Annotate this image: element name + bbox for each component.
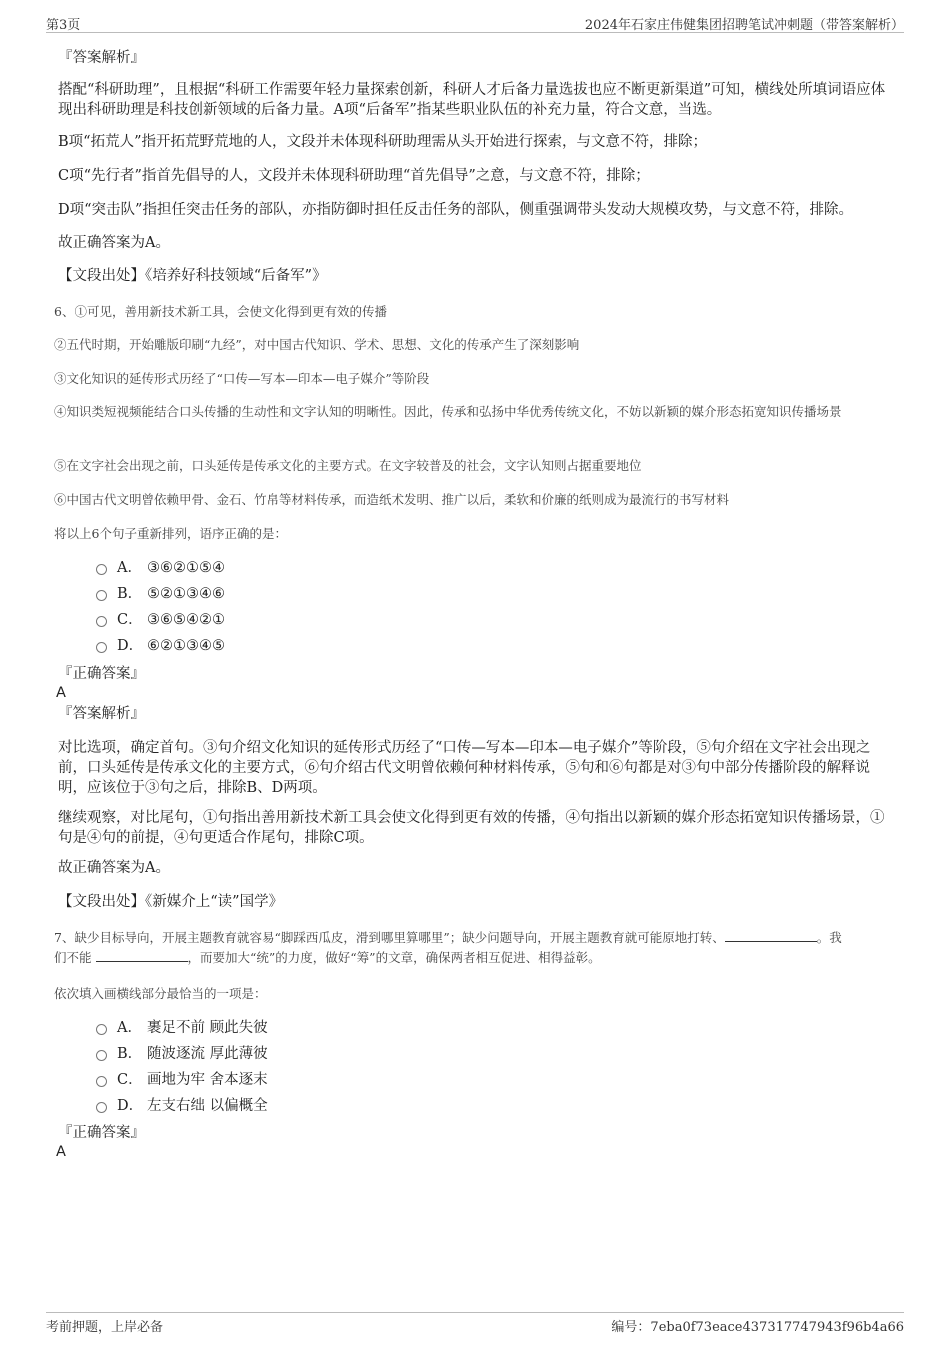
q6-sentence-5: ⑤在文字社会出现之前，口头延传是传承文化的主要方式。在文字较普及的社会，文字认知则占据重要地位 xyxy=(54,458,642,473)
radio-button-icon[interactable] xyxy=(96,616,107,627)
q6-analysis-p1: 对比选项，确定首句。③句介绍文化知识的延传形式历经了“口传—写本—印本—电子媒介”等阶段，⑤句介绍在文字社会出现之前，口头延传是传承文化的主要方式，⑥句介绍古代文明曾依赖何种材料传承，⑤句和⑥句都是对③句中部分传播阶段的解释说明，应该位于③句之后，排除B、D两项。 xyxy=(58,740,871,796)
q6-sentence-6: ⑥中国古代文明曾依赖甲骨、金石、竹帛等材料传承，而造纸术发明、推广以后，柔软和价廉的纸则成为最流行的书写材料 xyxy=(54,492,730,507)
q7-answer: A xyxy=(56,1144,66,1160)
radio-button-icon[interactable] xyxy=(96,564,107,575)
radio-button-icon[interactable] xyxy=(96,590,107,601)
document-title: 2024年石家庄伟健集团招聘笔试冲刺题（带答案解析） xyxy=(584,18,904,33)
q5-analysis-p1: 搭配“科研助理”，且根据“科研工作需要年轻力量探索创新，科研人才后备力量选拔也应不断更新渠道”可知，横线处所填词语应体现出科研助理是科技创新领域的后备力量。A项“后备军”指某些职业队伍的补充力量，符合文意，当选。 xyxy=(58,82,886,118)
radio-button-icon[interactable] xyxy=(96,1024,107,1035)
q6-answer-label: 『正确答案』 xyxy=(58,666,145,682)
radio-button-icon[interactable] xyxy=(96,1050,107,1061)
q6-option-c[interactable]: C． ③⑥⑤④②① xyxy=(96,609,225,631)
q5-analysis-label: 『答案解析』 xyxy=(58,50,145,66)
q6-analysis-label: 『答案解析』 xyxy=(58,706,145,722)
q6-answer: A xyxy=(56,685,66,701)
footer-slogan: 考前押题，上岸必备 xyxy=(46,1320,164,1335)
page-number: 第3页 xyxy=(46,18,81,33)
q5-analysis-p2: B项“拓荒人”指开拓荒野荒地的人，文段并未体现科研助理需从头开始进行探索，与文意不符，排除； xyxy=(58,134,707,150)
q7-answer-label: 『正确答案』 xyxy=(58,1125,145,1141)
q6-analysis-p2: 继续观察，对比尾句，①句指出善用新技术新工具会使文化得到更有效的传播，④句指出以新颖的媒介形态拓宽知识传播场景，①句是④句的前提，④句更适合作尾句，排除C项。 xyxy=(58,810,885,846)
q7-option-b[interactable]: B． 随波逐流 厚此薄彼 xyxy=(96,1043,268,1065)
q6-sentence-3: ③文化知识的延传形式历经了“口传—写本—印本—电子媒介”等阶段 xyxy=(54,371,430,386)
q7-question: 依次填入画横线部分最恰当的一项是： xyxy=(54,986,267,1001)
q6-source: 【文段出处】《新媒介上“读”国学》 xyxy=(58,894,284,910)
radio-button-icon[interactable] xyxy=(96,1102,107,1113)
q5-conclusion: 故正确答案为A。 xyxy=(58,235,170,251)
q5-analysis-p3: C项“先行者”指首先倡导的人，文段并未体现科研助理“首先倡导”之意，与文意不符，排除； xyxy=(58,168,650,184)
q5-source: 【文段出处】《培养好科技领域“后备军”》 xyxy=(58,268,327,284)
radio-button-icon[interactable] xyxy=(96,1076,107,1087)
q7-option-c[interactable]: C． 画地为牢 舍本逐末 xyxy=(96,1069,268,1091)
page-footer xyxy=(46,1312,904,1335)
q6-option-a[interactable]: A． ③⑥②①⑤④ xyxy=(96,557,225,579)
q6-option-b[interactable]: B． ⑤②①③④⑥ xyxy=(96,583,225,605)
q6-question: 将以上6个句子重新排列，语序正确的是： xyxy=(54,526,287,541)
q7-option-a[interactable]: A． 裹足不前 顾此失彼 xyxy=(96,1017,268,1039)
q6-conclusion: 故正确答案为A。 xyxy=(58,860,170,876)
fill-blank-1 xyxy=(725,929,817,942)
fill-blank-2 xyxy=(96,949,188,962)
q7-stem: 7、缺少目标导向，开展主题教育就容易“脚踩西瓜皮，滑到哪里算哪里”；缺少问题导向，开展主题教育就可能原地打转、 。我 们不能 ，而要加大“统”的力度，做好“筹”的文章，确保两者相互促进、相得益彰。 xyxy=(54,930,842,965)
q6-sentence-1: 6、①可见，善用新技术新工具，会使文化得到更有效的传播 xyxy=(54,304,387,319)
q6-sentence-2: ②五代时期，开始雕版印刷“九经”，对中国古代知识、学术、思想、文化的传承产生了深刻影响 xyxy=(54,337,580,352)
footer-serial: 编号：7eba0f73eace437317747943f96b4a66 xyxy=(611,1320,904,1335)
radio-button-icon[interactable] xyxy=(96,642,107,653)
q6-sentence-4: ④知识类短视频能结合口头传播的生动性和文字认知的明晰性。因此，传承和弘扬中华优秀传统文化，不妨以新颖的媒介形态拓宽知识传播场景 xyxy=(54,404,842,419)
q6-option-d[interactable]: D． ⑥②①③④⑤ xyxy=(96,635,225,657)
page-header xyxy=(46,12,904,33)
q7-option-d[interactable]: D． 左支右绌 以偏概全 xyxy=(96,1095,268,1117)
q5-analysis-p4: D项“突击队”指担任突击任务的部队，亦指防御时担任反击任务的部队，侧重强调带头发动大规模攻势，与文意不符，排除。 xyxy=(58,202,853,218)
